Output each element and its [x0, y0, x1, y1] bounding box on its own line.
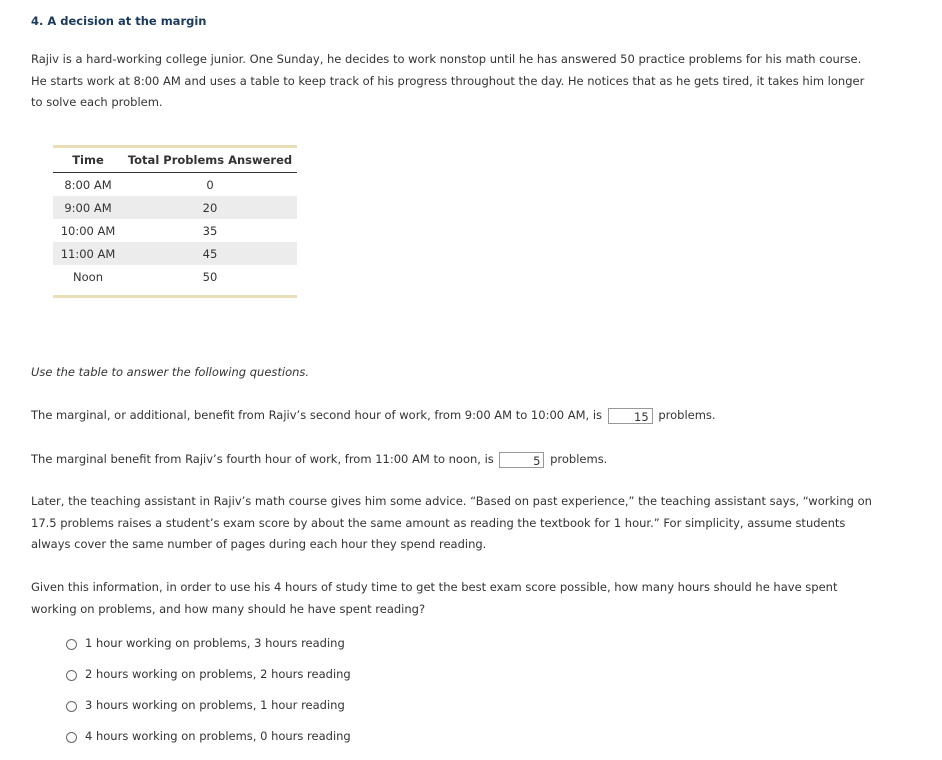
- radio-button[interactable]: [66, 732, 77, 743]
- cell-total: 20: [123, 196, 297, 219]
- option-label: 4 hours working on problems, 0 hours reading: [85, 729, 351, 743]
- question-text: The marginal benefit from Rajiv’s fourth hour of work, from 11:00 AM to noon, is: [31, 452, 494, 466]
- cell-time: 9:00 AM: [53, 196, 123, 219]
- option-2[interactable]: [66, 667, 351, 698]
- option-4[interactable]: [66, 729, 351, 760]
- header-total: Total Problems Answered: [123, 148, 297, 173]
- ta-advice-paragraph: Later, the teaching assistant in Rajiv’s math course gives him some advice. “Based on past experience,” the teaching assistant says, “working on 17.5 problems raises a student’s exam score by about the same amount as reading the textbook for 1 hour.” For simplicity, assume students always cover the same number of pages during each hour they spend reading.: [31, 494, 872, 551]
- data-table: [53, 148, 297, 288]
- cell-time: 10:00 AM: [60, 223, 116, 238]
- table-row: [53, 173, 297, 197]
- cell-time: 8:00 AM: [64, 177, 112, 192]
- intro-paragraph: Rajiv is a hard-working college junior. One Sunday, he decides to work nonstop until he has answered 50 practice problems for his math course. He starts work at 8:00 AM and uses a table to keep track of his progress throughout the day. He notices that as he gets tired, it takes him longer to solve each problem.: [31, 52, 865, 109]
- answer-options: [66, 636, 351, 760]
- table-row: [53, 242, 297, 265]
- progress-table: [53, 145, 297, 298]
- radio-button[interactable]: [66, 639, 77, 650]
- study-question-paragraph: Given this information, in order to use his 4 hours of study time to get the best exam score possible, how many hours should he have spent working on problems, and how many should he have spent reading?: [31, 580, 838, 616]
- radio-button[interactable]: [66, 670, 77, 681]
- cell-total: 35: [202, 223, 218, 238]
- question-text: The marginal, or additional, benefit from Rajiv’s second hour of work, from 9:00 AM to 10:00 AM, is: [31, 408, 603, 422]
- option-label: 1 hour working on problems, 3 hours reading: [85, 636, 345, 650]
- question-marginal-second-hour: [31, 405, 716, 425]
- unit-label: problems.: [550, 452, 608, 466]
- table-row: [53, 219, 297, 242]
- question-marginal-fourth-hour: [31, 449, 607, 469]
- cell-total: 0: [206, 177, 214, 192]
- answer-input-fourth-hour[interactable]: 5: [499, 452, 544, 468]
- table-row: [53, 196, 297, 219]
- cell-total: 45: [123, 242, 297, 265]
- option-3[interactable]: [66, 698, 351, 729]
- table-bottom-rule: [53, 295, 297, 298]
- table-row: [53, 265, 297, 288]
- header-time: Time: [53, 148, 123, 173]
- answer-input-second-hour[interactable]: 15: [608, 408, 653, 424]
- cell-time: 11:00 AM: [53, 242, 123, 265]
- instructions: Use the table to answer the following questions.: [31, 365, 310, 379]
- unit-label: problems.: [658, 408, 716, 422]
- option-1[interactable]: [66, 636, 351, 667]
- cell-total: 50: [202, 269, 218, 284]
- question-heading: 4. A decision at the margin: [31, 14, 207, 28]
- option-label: 2 hours working on problems, 2 hours reading: [85, 667, 351, 681]
- option-label: 3 hours working on problems, 1 hour reading: [85, 698, 345, 712]
- radio-button[interactable]: [66, 701, 77, 712]
- cell-time: Noon: [73, 269, 103, 284]
